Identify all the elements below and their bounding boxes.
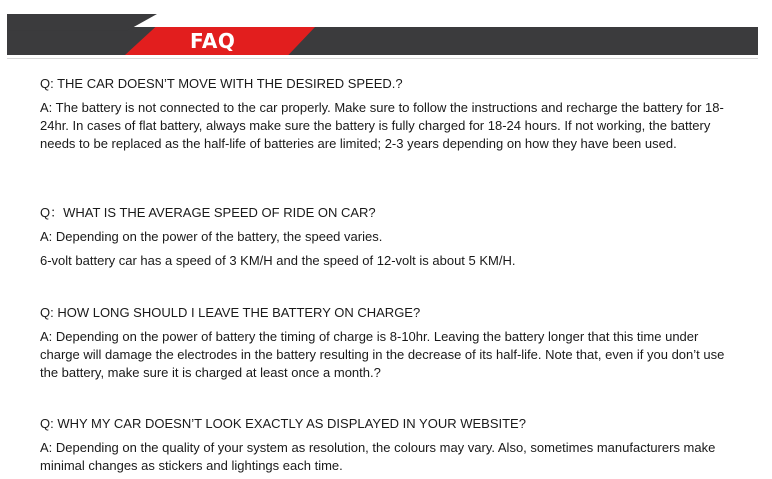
divider	[7, 58, 758, 59]
faq-banner	[7, 14, 758, 55]
faq-answer: A: Depending on the power of battery the timing of charge is 8-10hr. Leaving the battery longer that this time under charge will damage the electrodes in the battery resulting in the decrease of its half-life. Note that, even if you don’t use the battery, make sure it is charged at least once a month.?	[40, 329, 725, 380]
faq-item-3	[40, 304, 740, 382]
faq-item-2	[40, 204, 740, 270]
faq-question: Q: HOW LONG SHOULD I LEAVE THE BATTERY ON CHARGE?	[40, 305, 421, 320]
faq-item-4	[40, 415, 740, 475]
faq-question: Q：WHAT IS THE AVERAGE SPEED OF RIDE ON CAR?	[40, 205, 376, 220]
faq-question: Q: THE CAR DOESN’T MOVE WITH THE DESIRED SPEED.?	[40, 76, 403, 91]
faq-answer: A: The battery is not connected to the car properly. Make sure to follow the instructions and recharge the battery for 18-24hr. In cases of flat battery, always make sure the battery is fully charged for 18-24 hours. If not working, the battery needs to be replaced as the half-life of batteries are limited; 2-3 years depending on how they have been used.	[40, 100, 724, 151]
faq-item-1	[40, 75, 740, 153]
faq-answer: A: Depending on the quality of your system as resolution, the colours may vary. Also, sometimes manufacturers make minimal changes as stickers and lightings each time.	[40, 440, 716, 473]
faq-answer: A: Depending on the power of the battery, the speed varies.	[40, 229, 383, 244]
faq-answer-extra: 6-volt battery car has a speed of 3 KM/H and the speed of 12-volt is about 5 KM/H.	[40, 253, 516, 268]
faq-question: Q: WHY MY CAR DOESN’T LOOK EXACTLY AS DISPLAYED IN YOUR WEBSITE?	[40, 416, 526, 431]
banner-dark-bar	[7, 27, 758, 55]
page-title: FAQ	[190, 29, 236, 53]
